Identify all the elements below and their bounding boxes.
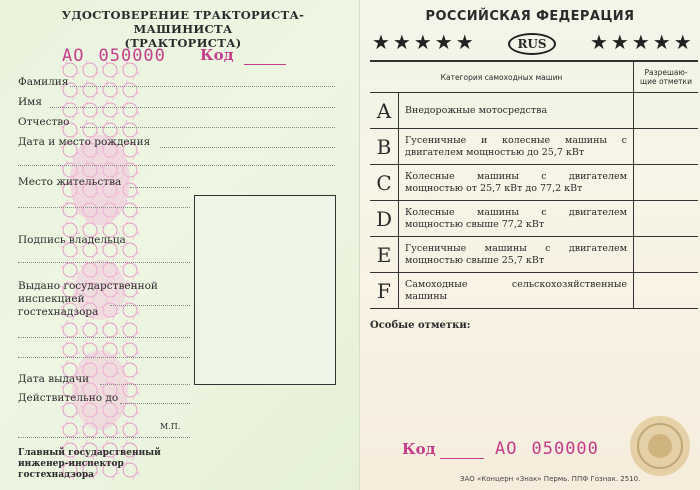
issue-date-label: Дата выдачи (18, 373, 90, 385)
valid-until-label: Действительно до (18, 392, 119, 404)
right-page (360, 0, 700, 490)
signature-line (18, 262, 190, 263)
table-row (370, 129, 698, 165)
stars-right: ★★★★★ (590, 30, 695, 54)
category-description: Гусеничные машины с двигателем мощностью свыше 25,7 кВт (399, 237, 634, 273)
issued-by-line-2: инспекцией (18, 293, 85, 305)
issued-by-line (110, 305, 190, 306)
issued-by-line-3: гостехнадзора (18, 306, 99, 318)
printer-imprint: ЗАО «Концерн «Знак» Пермь. ППФ Гознак. 2510. (460, 475, 641, 483)
categories-table (370, 60, 698, 309)
special-marks-label: Особые отметки: (370, 320, 471, 331)
table-header-row (370, 61, 698, 93)
serial-number-right (495, 439, 613, 459)
issue-date-line (100, 384, 190, 385)
document-number: 050000 (98, 46, 166, 66)
code-line (244, 64, 286, 65)
title-line-2: (ТРАКТОРИСТА) (124, 36, 242, 50)
category-letter: C (370, 165, 399, 201)
chief-line-1: Главный государственный (18, 448, 161, 458)
category-letter: E (370, 237, 399, 273)
document-number-right: 050000 (531, 439, 599, 459)
photo-box (194, 195, 336, 385)
issued-by-line-1: Выдано государственной (18, 280, 158, 292)
stamp-place: М.П. (160, 422, 181, 431)
table-row (370, 165, 698, 201)
category-description: Колесные машины с двигателем мощностью свыше 77,2 кВт (399, 201, 634, 237)
seal-emblem (622, 404, 692, 484)
birth-line-2 (18, 165, 335, 166)
patronymic-line (80, 127, 335, 128)
surname-label: Фамилия (18, 76, 69, 88)
birth-line (160, 147, 335, 148)
category-description: Самоходные сельскохозяйственные машины (399, 273, 634, 309)
category-header: Категория самоходных машин (370, 61, 634, 93)
signature-chief-line (18, 437, 190, 438)
code-line-right (440, 458, 484, 459)
category-description: Колесные машины с двигателем мощностью от 25,7 кВт до 77,2 кВт (399, 165, 634, 201)
issued-by-line-b (18, 337, 190, 338)
category-description: Внедорожные мотосредства (399, 93, 634, 129)
category-mark-cell (634, 93, 699, 129)
code-label-right: Код (402, 440, 436, 458)
table-row (370, 93, 698, 129)
category-mark-cell (634, 201, 699, 237)
marks-header (634, 61, 699, 93)
marks-header-line-2: щие отметки (640, 77, 692, 86)
category-letter: A (370, 93, 399, 129)
code-label: Код (200, 46, 234, 64)
issued-by-line-c (18, 357, 190, 358)
chief-inspector-label (18, 448, 161, 481)
country-title: РОССИЙСКАЯ ФЕДЕРАЦИЯ (425, 9, 635, 24)
patronymic-label: Отчество (18, 116, 70, 128)
series-code-right: АО (495, 439, 518, 459)
issued-by-label (18, 280, 158, 319)
signature-label: Подпись владельца (18, 234, 126, 246)
guilloche-ornament (60, 60, 140, 480)
category-description: Гусеничные и колесные машины с двигателем мощностью до 25,7 кВт (399, 129, 634, 165)
category-letter: B (370, 129, 399, 165)
surname-line (70, 86, 335, 87)
chief-line-3: гостехнадзора (18, 470, 94, 480)
title-line-1: УДОСТОВЕРЕНИЕ ТРАКТОРИСТА-МАШИНИСТА (61, 8, 305, 36)
residence-line (130, 187, 190, 188)
category-letter: F (370, 273, 399, 309)
stars-left: ★★★★★ (372, 30, 477, 54)
residence-line-2 (18, 207, 190, 208)
category-mark-cell (634, 129, 699, 165)
residence-label: Место жительства (18, 176, 122, 188)
country-code-oval: RUS (508, 33, 556, 55)
name-line (50, 107, 335, 108)
category-letter: D (370, 201, 399, 237)
serial-number (62, 46, 180, 66)
chief-line-2: инженер-инспектор (18, 459, 124, 469)
valid-until-line (120, 403, 190, 404)
marks-header-line-1: Разрешаю- (644, 68, 688, 77)
birth-label: Дата и место рождения (18, 136, 151, 148)
table-row (370, 237, 698, 273)
table-row (370, 201, 698, 237)
document-title (18, 8, 348, 50)
series-code: АО (62, 46, 85, 66)
name-label: Имя (18, 96, 42, 108)
category-mark-cell (634, 165, 699, 201)
table-row (370, 273, 698, 309)
category-mark-cell (634, 237, 699, 273)
category-mark-cell (634, 273, 699, 309)
